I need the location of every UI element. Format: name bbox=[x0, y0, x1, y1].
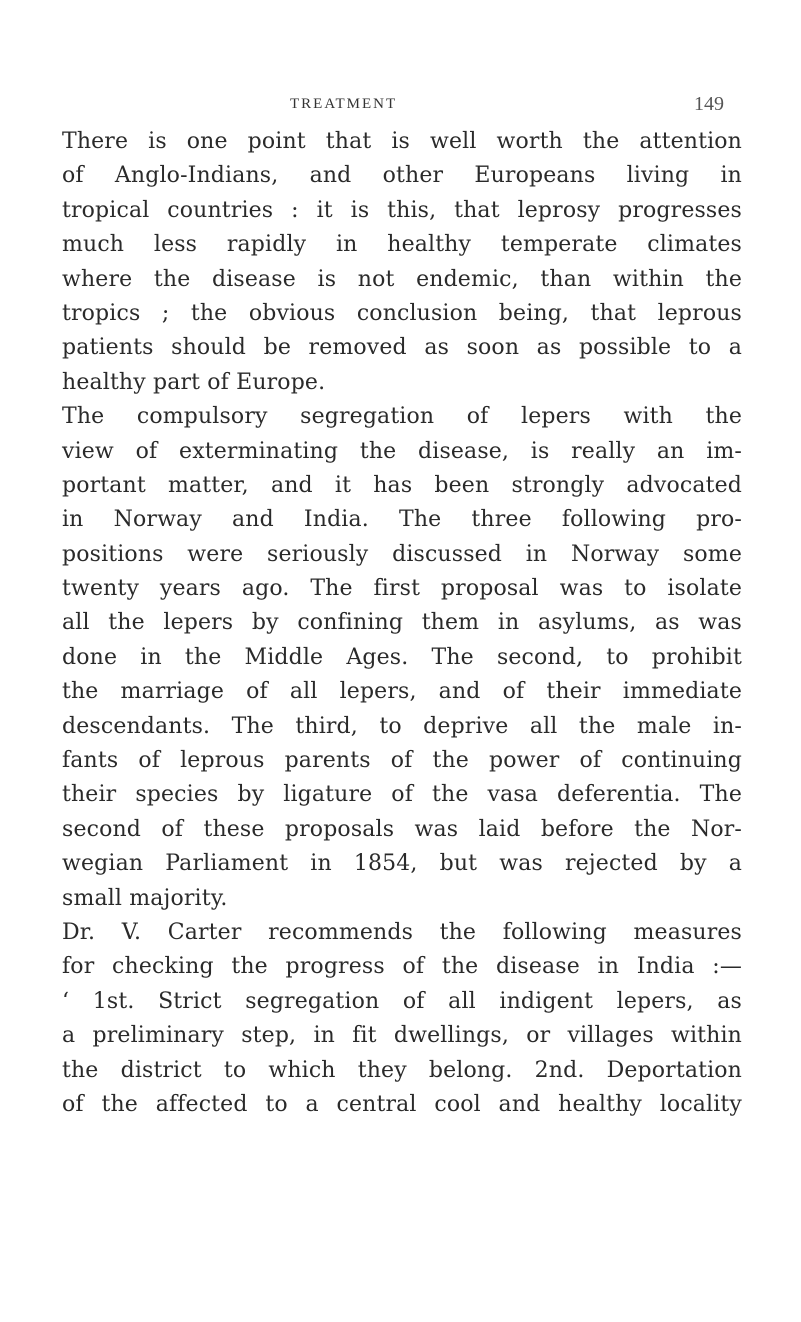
text-line: all the lepers by confining them in asylums, as was bbox=[62, 610, 742, 636]
text-line: Dr. V. Carter recommends the following measures bbox=[62, 919, 742, 945]
text-line: view of exterminating the disease, is really an im- bbox=[62, 438, 742, 464]
text-line: small majority. bbox=[62, 885, 228, 911]
text-line: wegian Parliament in 1854, but was rejected by a bbox=[62, 851, 742, 877]
page-number: 149 bbox=[694, 93, 724, 115]
text-line: The compulsory segregation of lepers with the bbox=[62, 404, 742, 430]
text-line: where the disease is not endemic, than within the bbox=[62, 266, 742, 292]
text-line: of Anglo-Indians, and other Europeans living in bbox=[62, 163, 742, 189]
text-line: much less rapidly in healthy temperate climates bbox=[62, 232, 742, 258]
text-line: tropical countries : it is this, that leprosy progresses bbox=[62, 197, 742, 223]
text-line: a preliminary step, in fit dwellings, or villages within bbox=[62, 1023, 742, 1049]
text-line: patients should be removed as soon as possible to a bbox=[62, 335, 742, 361]
text-line: the district to which they belong. 2nd. Deportation bbox=[62, 1057, 742, 1083]
running-title: TREATMENT bbox=[290, 96, 398, 112]
running-head bbox=[62, 93, 724, 120]
text-line: portant matter, and it has been strongly advocated bbox=[62, 472, 742, 498]
text-line: their species by ligature of the vasa deferentia. The bbox=[62, 782, 742, 808]
text-line: descendants. The third, to deprive all the male in- bbox=[62, 713, 742, 739]
text-line: second of these proposals was laid before the Nor- bbox=[62, 816, 742, 842]
text-line: done in the Middle Ages. The second, to prohibit bbox=[62, 644, 742, 670]
text-line: tropics ; the obvious conclusion being, that leprous bbox=[62, 300, 742, 326]
text-line: in Norway and India. The three following pro- bbox=[62, 507, 742, 533]
body-text bbox=[62, 125, 742, 1122]
text-line: of the affected to a central cool and healthy locality bbox=[62, 1091, 742, 1117]
text-line: positions were seriously discussed in Norway some bbox=[62, 541, 742, 567]
text-line: There is one point that is well worth the attention bbox=[62, 129, 742, 154]
text-line: the marriage of all lepers, and of their immediate bbox=[62, 679, 742, 705]
text-line: twenty years ago. The first proposal was to isolate bbox=[62, 576, 742, 602]
text-line: fants of leprous parents of the power of continuing bbox=[62, 748, 742, 774]
text-line: healthy part of Europe. bbox=[62, 369, 326, 395]
text-line: ‘ 1st. Strict segregation of all indigent lepers, as bbox=[62, 988, 742, 1014]
text-line: for checking the progress of the disease in India :— bbox=[62, 954, 742, 980]
